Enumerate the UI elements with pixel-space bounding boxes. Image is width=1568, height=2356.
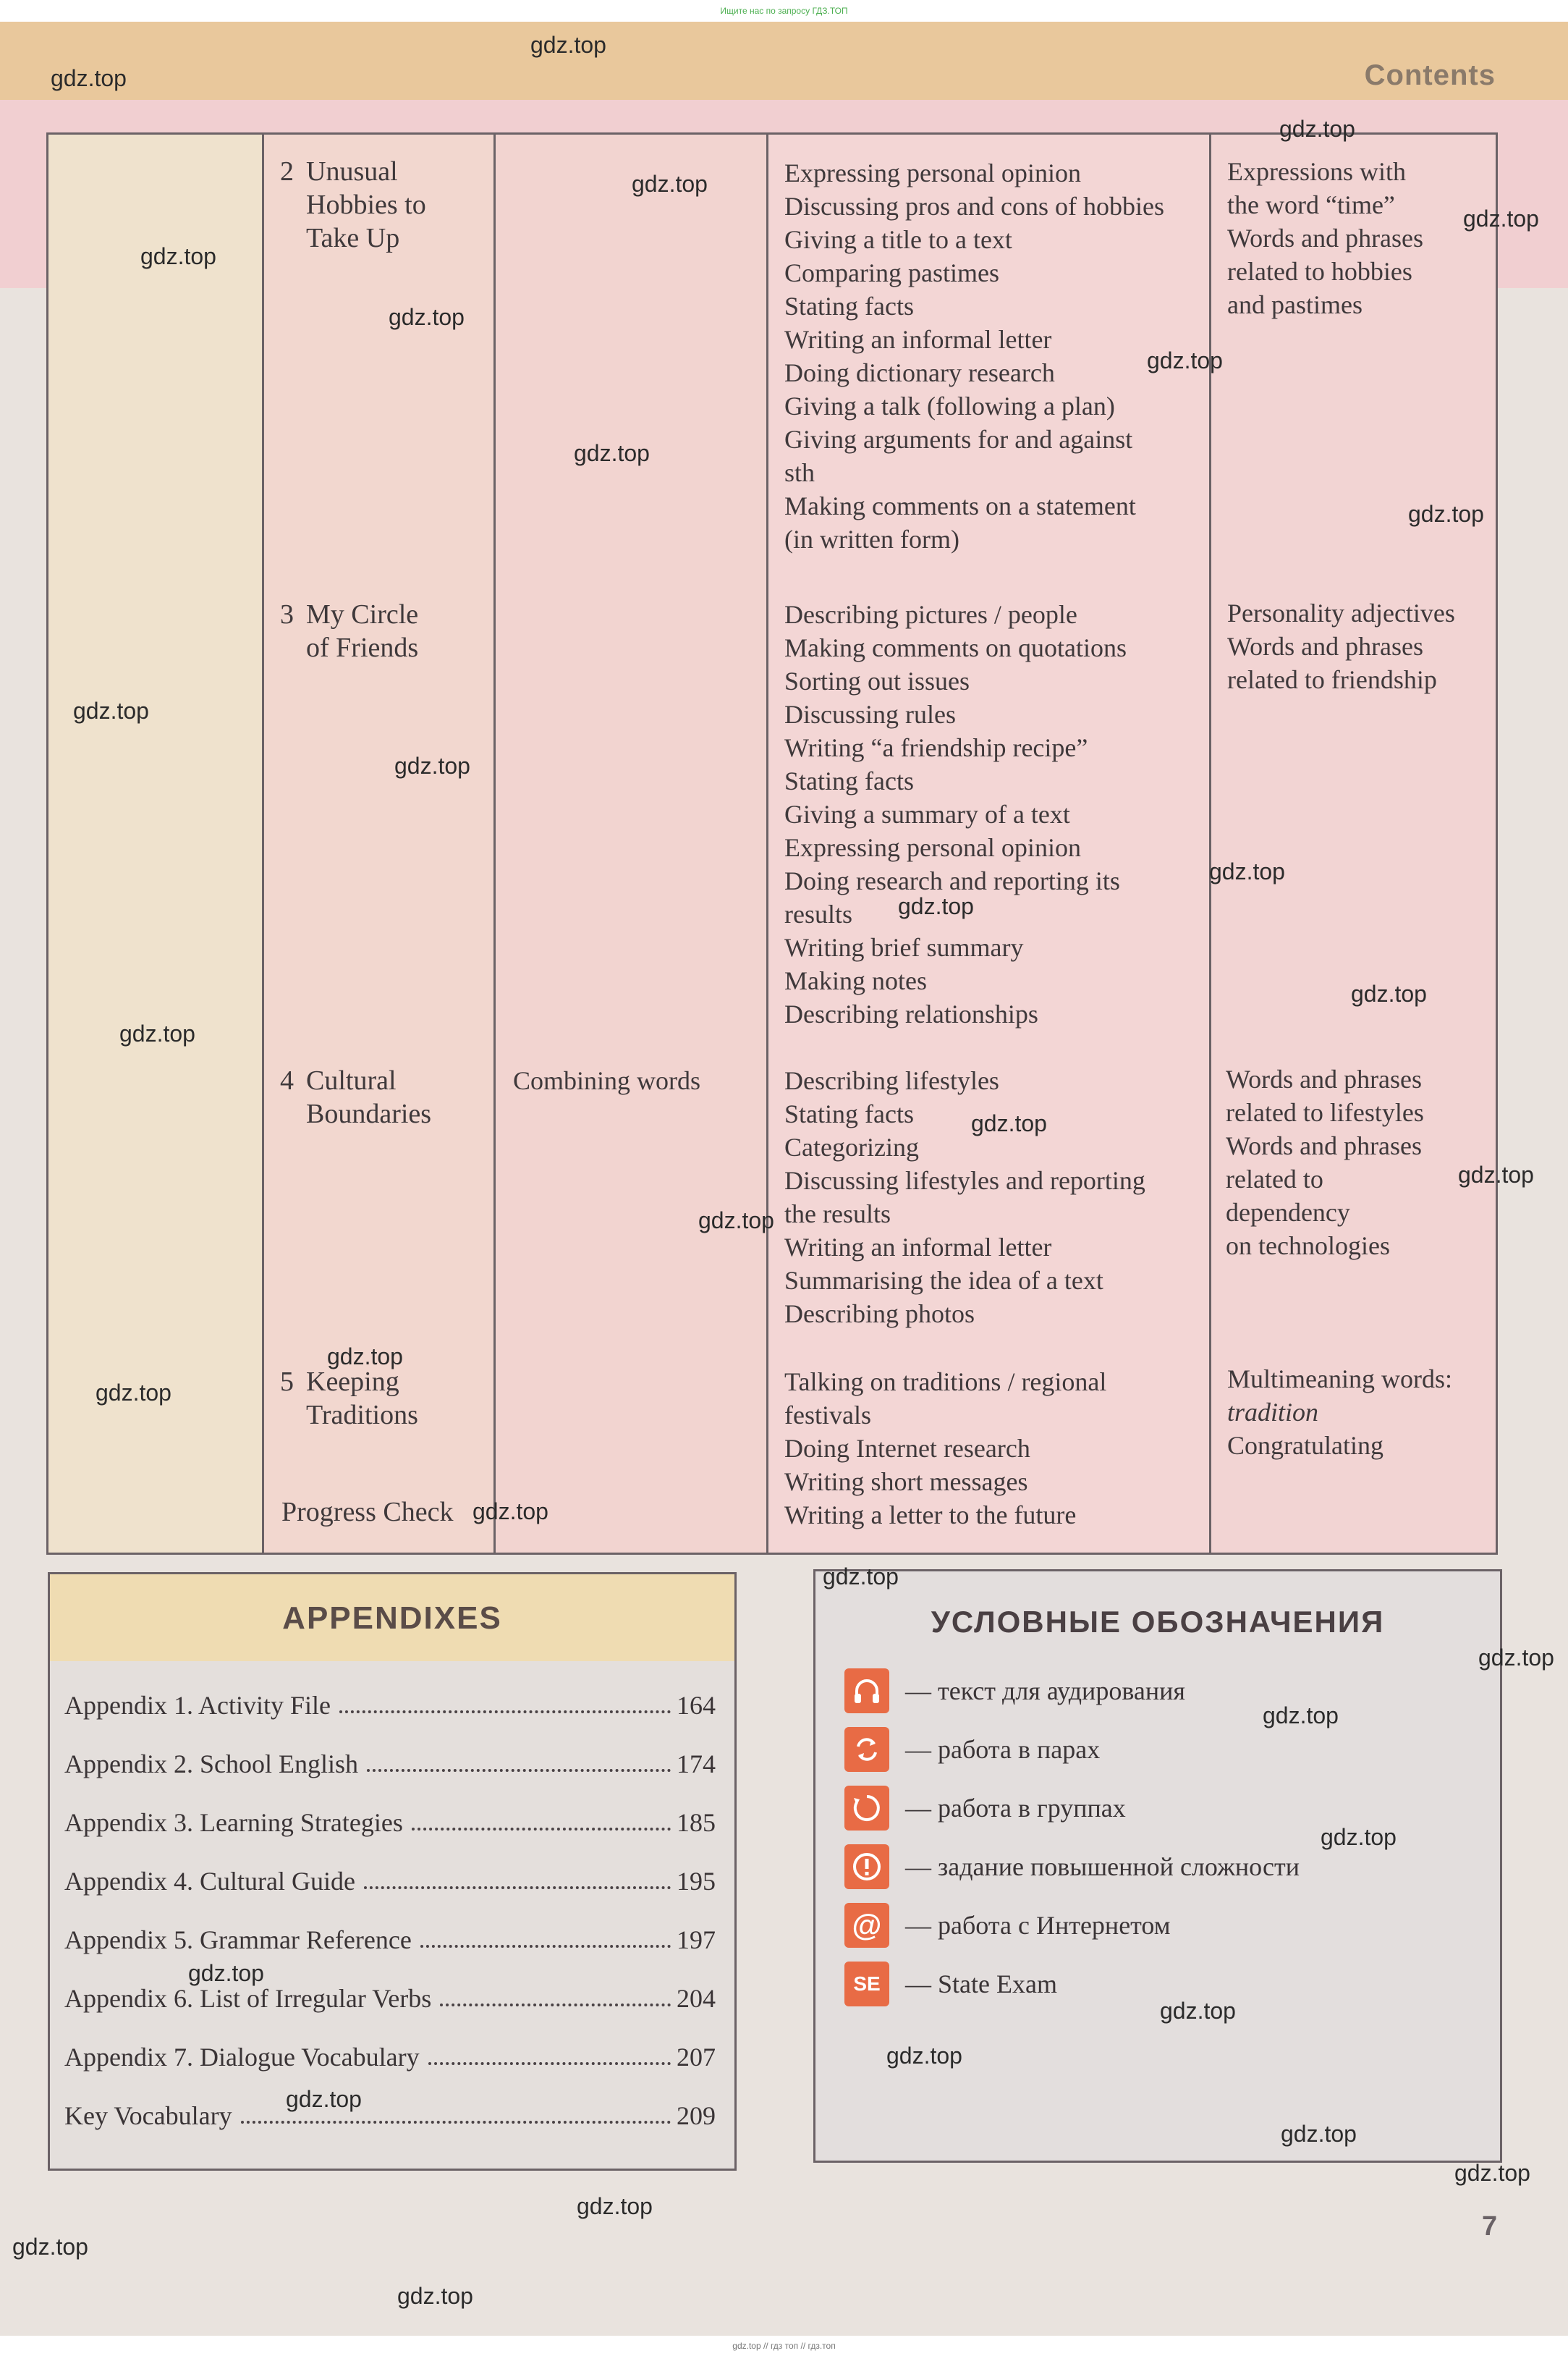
unit-5-communication: Talking on traditions / regional festivals Doing Internet research Writing short messages Writing a letter to the future [784, 1367, 1107, 1529]
vocabulary-line: dependency [1226, 1198, 1350, 1227]
pair-work-icon [844, 1727, 889, 1772]
unit-3-title: 3 My Circle of Friends [280, 599, 419, 663]
legend-label: — задание повышенной сложности [905, 1852, 1300, 1881]
dot-leader [367, 1769, 671, 1772]
appendix-row[interactable] [64, 1802, 716, 1838]
vocabulary-line: related to hobbies [1227, 257, 1412, 286]
watermark: gdz.top [73, 698, 149, 724]
watermark: gdz.top [472, 1498, 548, 1524]
appendix-row[interactable] [64, 1743, 716, 1779]
dot-leader [339, 1710, 671, 1713]
watermark: gdz.top [1209, 858, 1285, 884]
column-blank [48, 135, 264, 1553]
vocabulary-line: Personality adjectives [1227, 599, 1455, 628]
vocabulary-line: the word “time” [1227, 190, 1395, 219]
column-units [264, 135, 496, 1553]
legend-label: — State Exam [905, 1969, 1057, 1998]
watermark: gdz.top [1160, 1998, 1236, 2024]
bottom-strip: gdz.top // гдз топ // гдз.топ [0, 2336, 1568, 2356]
watermark: gdz.top [1463, 206, 1539, 232]
group-work-icon [844, 1786, 889, 1831]
unit-4-vocabulary [1226, 1063, 1424, 1262]
watermark: gdz.top [119, 1021, 195, 1047]
watermark: gdz.top [12, 2234, 88, 2260]
unit-3-vocabulary [1227, 596, 1455, 696]
vocabulary-line: Congratulating [1227, 1431, 1383, 1460]
appendix-label: Appendix 6. List of Irregular Verbs [64, 1984, 432, 2013]
vocabulary-line: related to lifestyles [1226, 1098, 1424, 1127]
appendix-label: Appendix 4. Cultural Guide [64, 1867, 355, 1896]
watermark: gdz.top [1279, 116, 1355, 142]
page-number: 7 [1482, 2211, 1498, 2242]
watermark: gdz.top [886, 2043, 962, 2069]
watermark: gdz.top [574, 440, 650, 466]
vocabulary-line: related to [1226, 1165, 1323, 1194]
unit-4-communication: Describing lifestyles Stating facts Categorizing Discussing lifestyles and reporting the results Writing an informal letter Summarising the idea of a text Describing photos [784, 1066, 1145, 1328]
contents-table [46, 132, 1498, 1555]
legend-item [844, 1960, 1057, 2008]
appendix-label: Key Vocabulary [64, 2101, 232, 2130]
watermark: gdz.top [898, 893, 974, 919]
dot-leader [412, 1828, 671, 1831]
at-sign-icon: @ [844, 1903, 889, 1948]
exclamation-icon [844, 1844, 889, 1889]
legend-item [844, 1726, 1100, 1773]
appendix-page: 195 [677, 1867, 716, 1896]
watermark: gdz.top [140, 243, 216, 269]
dot-leader [440, 2004, 671, 2006]
unit-5-vocabulary [1227, 1362, 1452, 1462]
watermark: gdz.top [1147, 347, 1223, 373]
vocabulary-line: Words and phrases [1226, 1065, 1423, 1094]
watermark: gdz.top [971, 1110, 1047, 1136]
appendix-row[interactable] [64, 1919, 716, 1955]
watermark: gdz.top [1263, 1702, 1339, 1728]
appendix-page: 209 [677, 2101, 716, 2130]
progress-check: Progress Check [281, 1497, 454, 1527]
appendix-page: 197 [677, 1925, 716, 1954]
appendix-label: Appendix 2. School English [64, 1749, 358, 1778]
unit-2-communication: Expressing personal opinion Discussing pros and cons of hobbies Giving a title to a text Comparing pastimes Stating facts Writing an informal letter Doing dictionary research Giving a talk (following a plan) Giving arguments for and against sth Making comments on a statement (in written form) [784, 159, 1164, 554]
unit-5-title: 5 Keeping Traditions [280, 1367, 418, 1430]
vocabulary-line: on technologies [1226, 1231, 1390, 1260]
vocabulary-line: and pastimes [1227, 290, 1363, 319]
watermark: gdz.top [530, 32, 606, 58]
appendix-row[interactable] [64, 2036, 716, 2072]
legend-title: УСЛОВНЫЕ ОБОЗНАЧЕНИЯ [931, 1605, 1385, 1639]
watermark: gdz.top [1351, 981, 1427, 1007]
headphones-icon [844, 1668, 889, 1713]
appendix-label: Appendix 3. Learning Strategies [64, 1808, 403, 1837]
legend-label: — работа в парах [905, 1735, 1101, 1764]
watermark: gdz.top [96, 1380, 171, 1406]
watermark: gdz.top [1321, 1824, 1397, 1850]
appendixes-title: APPENDIXES [282, 1600, 502, 1636]
watermark: gdz.top [286, 2086, 362, 2112]
legend-label: — текст для аудирования [905, 1676, 1185, 1705]
unit-4-title: 4 Cultural Boundaries [280, 1065, 432, 1129]
appendix-page: 174 [677, 1749, 716, 1778]
appendix-label: Appendix 5. Grammar Reference [64, 1925, 412, 1954]
watermark: gdz.top [1454, 2160, 1530, 2186]
dot-leader [420, 1945, 671, 1948]
vocabulary-line: tradition [1227, 1398, 1319, 1427]
watermark: gdz.top [823, 1563, 899, 1589]
vocabulary-line: Multimeaning words: [1227, 1364, 1452, 1393]
unit-4-word-building: Combining words [513, 1066, 701, 1095]
watermark: gdz.top [1458, 1162, 1534, 1188]
unit-2-title: 2 Unusual Hobbies to Take Up [280, 156, 426, 253]
unit-3-communication: Describing pictures / people Making comments on quotations Sorting out issues Discussing rules Writing “a friendship recipe” Stating facts Giving a summary of a text Expressing personal opinion Doing research and reporting its results Writing brief summary Making notes Describing relationships [784, 600, 1127, 1029]
legend-item [844, 1843, 1300, 1891]
page-title: Contents [1364, 59, 1496, 91]
watermark: gdz.top [397, 2283, 473, 2309]
appendixes-panel [48, 1572, 737, 2171]
column-communication [768, 135, 1211, 1553]
watermark: gdz.top [1408, 501, 1484, 527]
appendix-row[interactable] [64, 1684, 716, 1720]
appendix-page: 207 [677, 2043, 716, 2072]
appendix-label: Appendix 1. Activity File [64, 1691, 331, 1720]
column-vocabulary [1211, 135, 1496, 1553]
appendix-row[interactable] [64, 1977, 716, 2014]
watermark: gdz.top [1281, 2121, 1357, 2147]
appendix-page: 204 [677, 1984, 716, 2013]
vocabulary-line: Words and phrases [1226, 1131, 1423, 1160]
legend-item [844, 1901, 1171, 1949]
watermark: gdz.top [632, 171, 708, 197]
legend-label: — работа с Интернетом [905, 1911, 1171, 1940]
vocabulary-line: Words and phrases [1227, 224, 1424, 253]
watermark: gdz.top [389, 304, 465, 330]
watermark: gdz.top [394, 753, 470, 779]
watermark: gdz.top [51, 65, 127, 91]
appendix-label: Appendix 7. Dialogue Vocabulary [64, 2043, 420, 2072]
vocabulary-line: Expressions with [1227, 157, 1406, 186]
appendix-row[interactable] [64, 2095, 716, 2131]
watermark: gdz.top [188, 1960, 264, 1986]
dot-leader [428, 2062, 671, 2065]
legend-item [844, 1784, 1126, 1832]
column-word-building [496, 135, 768, 1553]
legend-item [844, 1667, 1185, 1715]
watermark: gdz.top [698, 1207, 774, 1233]
state-exam-icon: SE [844, 1962, 889, 2006]
dot-leader [241, 2121, 671, 2124]
appendix-page: 164 [677, 1691, 716, 1720]
legend-panel [813, 1569, 1502, 2163]
watermark: gdz.top [1478, 1644, 1554, 1671]
header-bar [0, 22, 1568, 100]
watermark: gdz.top [327, 1343, 403, 1369]
appendix-row[interactable] [64, 1860, 716, 1896]
unit-2-vocabulary [1227, 155, 1423, 321]
vocabulary-line: Words and phrases [1227, 632, 1424, 661]
legend-label: — работа в группах [905, 1794, 1126, 1823]
vocabulary-line: related to friendship [1227, 665, 1437, 694]
appendix-page: 185 [677, 1808, 716, 1837]
dot-leader [364, 1886, 671, 1889]
watermark: gdz.top [577, 2193, 653, 2219]
top-banner: Ищите нас по запросу ГДЗ.ТОП [0, 0, 1568, 22]
